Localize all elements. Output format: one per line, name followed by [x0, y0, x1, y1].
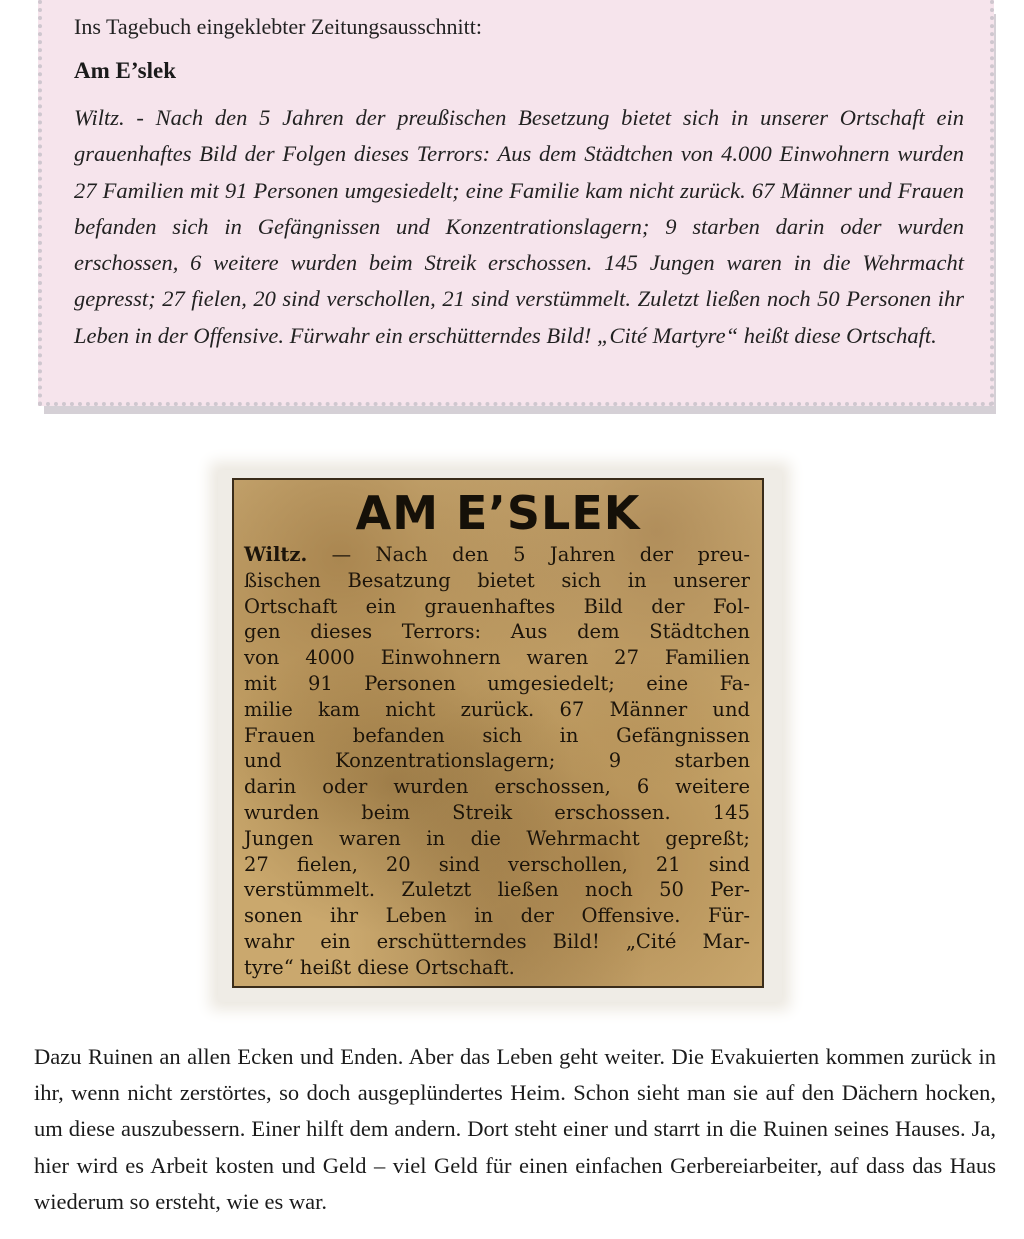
clipping-line: von 4000 Einwohnern waren 27 Familien [244, 646, 750, 670]
clipping-line: ßischen Besatzung bietet sich in unserer [244, 568, 750, 592]
clipping-line: Ortschaft ein grauenhaftes Bild der Fol- [244, 594, 750, 618]
clipping-line: verstümmelt. Zuletzt ließen noch 50 Per- [244, 878, 750, 902]
clipping-title: AM E’SLEK [355, 486, 641, 540]
clipping-line: mit 91 Personen umgesiedelt; eine Fa- [244, 671, 750, 695]
clipping-line: und Konzentrationslagern; 9 starben [244, 749, 750, 773]
body-paragraph: Dazu Ruinen an allen Ecken und Enden. Aber das Leben geht weiter. Die Evakuierten kommen zurück in ihr, wenn nicht zerstörtes, so doch ausgeplündertes Heim. Schon sieht man sie auf den Dächern hocken, um diese auszubessern. Einer hilft dem andern. Dort steht einer und starrt in die Ruinen seines Hauses. Ja, hier wird es Arbeit kosten und Geld – viel Geld für einen einfachen Gerbereiarbeiter, auf dass das Haus wiederum so ersteht, wie es war. [34, 1044, 996, 1214]
clipping-line: Jungen waren in die Wehrmacht gepreßt; [244, 826, 750, 850]
clipping-line: wahr ein erschütterndes Bild! „Cité Mar- [244, 929, 750, 953]
info-box-headline: Am E’slek [74, 58, 177, 83]
clipping-line: sonen ihr Leben in der Offensive. Für- [244, 904, 750, 928]
info-box [38, 0, 994, 406]
clipping-line: Frauen befanden sich in Gefängnissen [244, 723, 750, 747]
clipping-line-text: — Nach den 5 Jahren der preu- [307, 543, 750, 566]
clipping-lead: Wiltz. [244, 543, 308, 566]
clipping-line: wurden beim Streik erschossen. 145 [244, 800, 750, 824]
newspaper-clipping [232, 478, 764, 988]
info-box-intro: Ins Tagebuch eingeklebter Zeitungsausschnitt: [74, 14, 482, 39]
clipping-line: darin oder wurden erschossen, 6 weitere [244, 775, 750, 799]
info-box-body: Wiltz. - Nach den 5 Jahren der preußischen Besetzung bietet sich in unserer Ortschaft ein grauenhaftes Bild der Folgen dieses Terrors: Aus dem Städtchen von 4.000 Einwohnern wurden 27 Familien mit 91 Personen umgesiedelt; eine Familie kam nicht zurück. 67 Männer und Frauen befanden sich in Gefängnissen und Konzentrationslagern; 9 starben darin oder wurden erschossen, 6 weitere wurden beim Streik erschossen. 145 Jungen waren in die Wehrmacht gepresst; 27 fielen, 20 sind verschollen, 21 sind verstümmelt. Zuletzt ließen noch 50 Personen ihr Leben in der Offensive. Fürwahr ein erschütterndes Bild! „Cité Martyre“ heißt diese Ortschaft. [74, 105, 964, 348]
clipping-line: gen dieses Terrors: Aus dem Städtchen [244, 620, 750, 644]
clipping-line: tyre“ heißt diese Ortschaft. [244, 955, 515, 979]
clipping-line: milie kam nicht zurück. 67 Männer und [244, 697, 750, 721]
clipping-body [244, 542, 750, 981]
clipping-line: 27 fielen, 20 sind verschollen, 21 sind [244, 852, 750, 876]
clipping-line [244, 542, 750, 568]
